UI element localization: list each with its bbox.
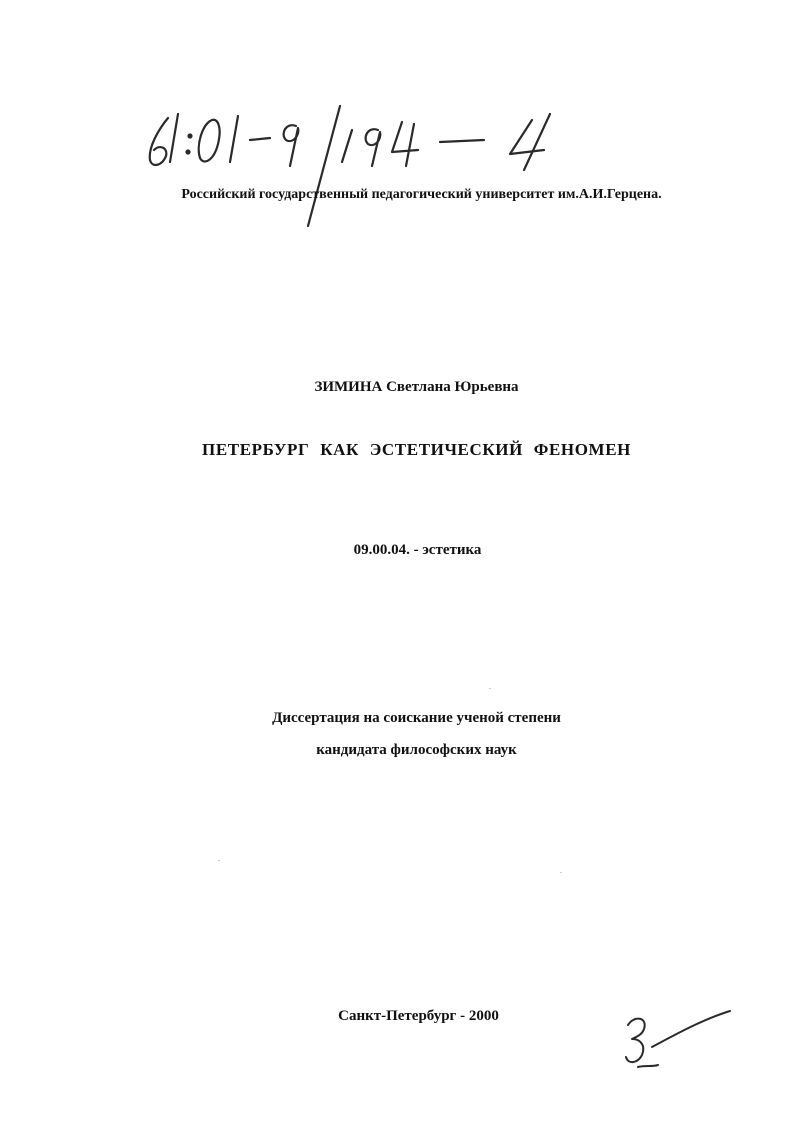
scan-speck (560, 872, 562, 873)
author-name: ЗИМИНА Светлана Юрьевна (314, 379, 519, 395)
scan-speck (218, 860, 220, 861)
degree-line-2: кандидата философских наук (316, 742, 517, 758)
city-year: Санкт-Петербург - 2000 (338, 1008, 499, 1024)
scan-speck (489, 688, 491, 689)
handwritten-archive-number (140, 100, 580, 230)
degree-line-1: Диссертация на соискание ученой степени (272, 710, 561, 726)
dissertation-title: ПЕТЕРБУРГ КАК ЭСТЕТИЧЕСКИЙ ФЕНОМЕН (202, 440, 631, 459)
specialty-code: 09.00.04. - эстетика (353, 542, 482, 558)
university-name: Российский государственный педагогический университет им.А.И.Герцена. (181, 187, 662, 202)
handwritten-mark (618, 1005, 738, 1075)
